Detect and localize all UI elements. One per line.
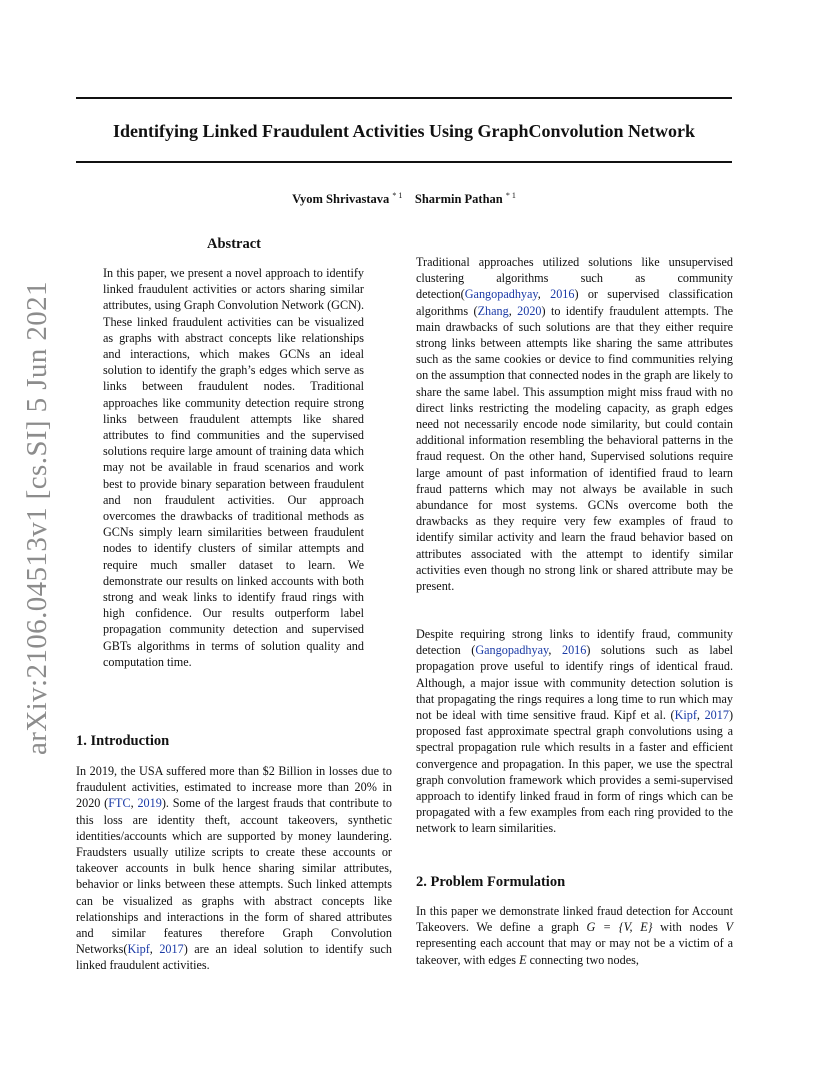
citation-year-link[interactable]: 2016 (550, 287, 575, 302)
paragraph-text: connecting two nodes, (526, 952, 639, 967)
citation-separator: , (130, 796, 138, 811)
paragraph-text: In 2019, the USA suffered more than $2 Billion in losses due to fraudulent activities, estimated to increase more than 20% in 2020 ( (76, 764, 392, 811)
citation-year-link[interactable]: 2019 (137, 796, 162, 811)
math-symbol: E (519, 952, 527, 967)
author-list (76, 191, 732, 207)
paragraph-text: representing each account that may or may not be a victim of a takeover, with edges (416, 936, 733, 967)
citation-link[interactable]: Zhang (477, 303, 509, 318)
author-affiliation-mark: * 1 (505, 191, 516, 200)
paragraph-text: ). Some of the largest frauds that contribute to this loss are identity theft, account takeovers, synthetic identities/accounts which are supported by money laundering. Fraudsters usually utilize scripts to create these accounts or takeover accounts in bulk hence sharing similar attributes, behavior or links between these attempts. Such linked attempts can be visualized as graphs with abstract concepts like relationships and interactions in the form of shared attributes and similar features therefore Graph Convolution Networks( (76, 796, 393, 957)
paragraph-text: Traditional approaches utilized solutions like unsupervised clustering algorithms such as community detection( (416, 255, 733, 302)
citation-separator: , (537, 287, 551, 302)
citation-link[interactable]: Kipf (674, 708, 697, 723)
intro-paragraph-1 (76, 763, 392, 974)
citation-link[interactable]: Gangopadhyay (464, 287, 538, 302)
author-name: Sharmin Pathan (414, 192, 503, 207)
citation-link[interactable]: Gangopadhyay (475, 643, 549, 658)
paragraph-text: ) solutions such as label propagation prove useful to identify rings of identical fraud. Although, a major issue with community detection solution is that propagating the rings requires a long time to run which may not be ideal with time sensitive fraud. Kipf et al. ( (416, 643, 733, 723)
intro-paragraph-3 (416, 626, 733, 837)
math-symbol: V (725, 920, 733, 935)
citation-separator: , (548, 643, 562, 658)
citation-separator: , (508, 303, 518, 318)
section-heading-problem-formulation: 2. Problem Formulation (416, 874, 566, 890)
citation-link[interactable]: FTC (108, 796, 131, 811)
citation-separator: , (696, 708, 705, 723)
paragraph-text: with nodes (652, 920, 726, 935)
citation-year-link[interactable]: 2016 (561, 643, 587, 658)
paragraph-text: ) or supervised classification algorithms ( (416, 287, 734, 318)
citation-year-link[interactable]: 2017 (159, 942, 184, 957)
arxiv-side-stamp: arXiv:2106.04513v1 [cs.SI] 5 Jun 2021 (21, 281, 53, 755)
title-top-rule (76, 97, 732, 99)
paragraph-text: ) are an ideal solution to identify such linked fraudulent activities. (76, 942, 392, 973)
paragraph-text: Despite requiring strong links to identify fraud, community detection ( (416, 627, 733, 658)
paragraph-text: In this paper we demonstrate linked fraud detection for Account Takeovers. We define a graph (416, 904, 733, 935)
abstract-heading: Abstract (207, 236, 261, 252)
title-bottom-rule (76, 161, 732, 163)
intro-paragraph-2 (416, 254, 733, 594)
citation-year-link[interactable]: 2020 (517, 303, 542, 318)
citation-link[interactable]: Kipf (127, 942, 150, 957)
author-name: Vyom Shrivastava (292, 192, 390, 207)
paragraph-text: ) proposed fast approximate spectral graph convolutions using a spectral propagation rule which results in a faster and efficient convergence and propagation. In this paper, we use the spectral graph convolution framework which provides a semi-supervised approach to identify linked fraud in form of rings which can be propagated with a few examples from each ring provided to the network to learn similarities. (416, 708, 733, 836)
abstract-body: In this paper, we present a novel approach to identify linked fraudulent activities or actors sharing similar attributes, using Graph Convolution Network (GCN). These linked fraudulent activities can be visualized as graphs with abstract concepts like relationships and interactions, which makes GCNs an ideal solution to identify the graph’s edges which serve as links between fraudulent nodes. Traditional approaches like community detection require strong links between fraudulent attempts like shared attributes to find communities and the supervised solutions require large amount of training data which may not be available in fraud scenarios and work best to provide binary separation between fraudulent and non fraudulent activities. Our approach overcomes the drawbacks of traditional methods as GCNs simply learn similarities between fraudulent nodes to identify clusters of similar attempts and require much smaller dataset to learn. We demonstrate our results on linked accounts with both strong and weak links to identify fraud rings with high confidence. Our results outperform label propagation community detection and supervised GBTs algorithms in terms of solution quality and computation time. (103, 266, 364, 669)
paper-title: Identifying Linked Fraudulent Activities Using GraphConvolution Network (112, 121, 696, 141)
paragraph-text: ) to identify fraudulent attempts. The main drawbacks of such solutions are that they either require strong links between attempts like sharing the same attributes such as the same cookies or device to find communities relying on the assumption that connected nodes in the graph are likely to share the same label. This assumption might miss fraud with no direct links restricting the modeling capacity, as graph edges need not necessarily encode node similarity, but could contain additional information resembling the behavioral patterns in the fraud request. On the other hand, Supervised solutions require large amount of past information of identified fraud to learn fraud patterns which may not always be available in such abundance for most systems. GCNs overcome both the drawbacks as they require very few examples of fraud to identify similar activity and learn the fraud behavior based on attributes associated with the attempt to identify similar activities even though no strong link or shared attribute may be present. (416, 303, 733, 594)
math-expression: G = {V, E} (586, 920, 653, 935)
problem-paragraph-1 (416, 903, 733, 968)
citation-year-link[interactable]: 2017 (704, 708, 729, 723)
citation-separator: , (149, 942, 160, 957)
section-heading-introduction: 1. Introduction (76, 733, 170, 749)
author-affiliation-mark: * 1 (392, 191, 403, 200)
